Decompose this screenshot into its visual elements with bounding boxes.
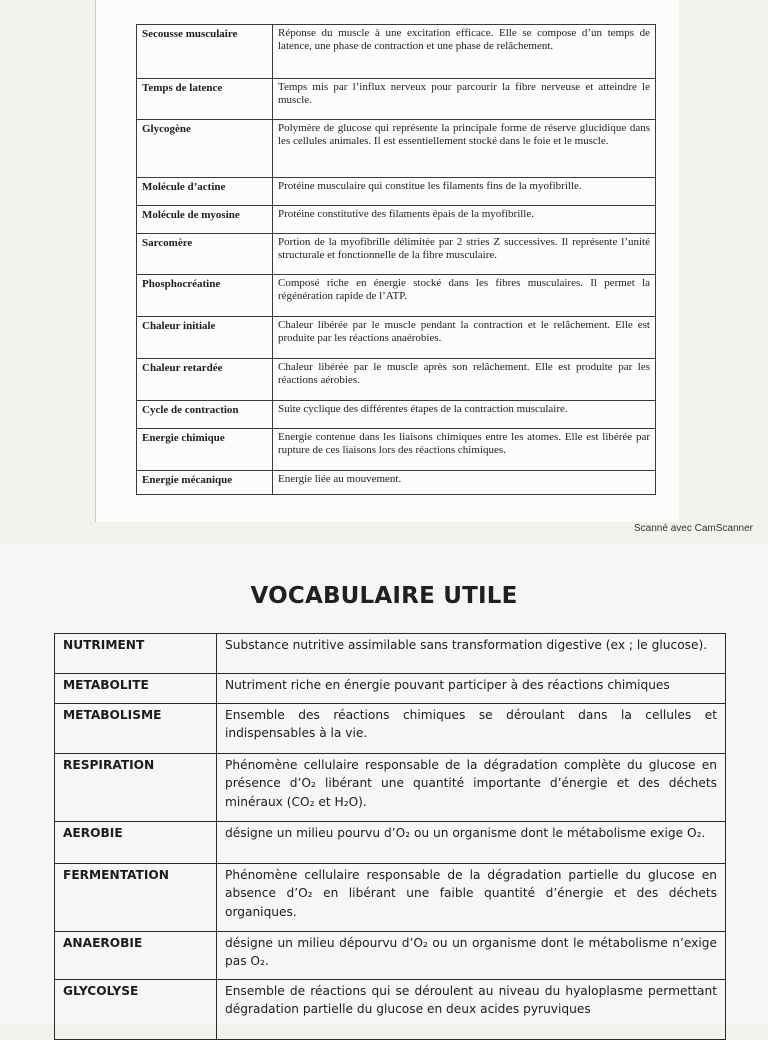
definition-cell: désigne un milieu dépourvu d’O₂ ou un organisme dont le métabolisme n’exige pas O₂. — [217, 932, 726, 980]
definition-cell: Protéine constitutive des filaments épais de la myofibrille. — [273, 206, 656, 234]
term-cell: Secousse musculaire — [137, 25, 273, 79]
table-row — [137, 401, 656, 429]
definition-cell: Substance nutritive assimilable sans transformation digestive (ex ; le glucose). — [217, 634, 726, 674]
definition-cell: Energie contenue dans les liaisons chimiques entre les atomes. Elle est libérée par rupture de ces liaisons lors des réactions chimiques. — [273, 429, 656, 471]
table-row — [55, 704, 726, 754]
term-cell: Chaleur initiale — [137, 317, 273, 359]
definition-cell: Chaleur libérée par le muscle pendant la contraction et le relâchement. Elle est produite par les réactions anaérobies. — [273, 317, 656, 359]
table-row — [55, 754, 726, 822]
definition-cell: Energie liée au mouvement. — [273, 471, 656, 495]
scanned-page-bottom — [0, 545, 768, 1024]
table-row — [55, 932, 726, 980]
term-cell: AEROBIE — [55, 822, 217, 864]
definition-cell: Polymère de glucose qui représente la principale forme de réserve glucidique dans les cellules animales. Il est essentiellement stocké dans le foie et le muscle. — [273, 120, 656, 178]
table-row — [55, 864, 726, 932]
vocabulary-table — [54, 633, 726, 1040]
table-row — [137, 206, 656, 234]
table-row — [137, 471, 656, 495]
term-cell: Energie mécanique — [137, 471, 273, 495]
definitions-table-top — [136, 24, 656, 495]
page-title: VOCABULAIRE UTILE — [250, 583, 518, 609]
scanned-page-top — [95, 0, 679, 522]
term-cell: NUTRIMENT — [55, 634, 217, 674]
definition-cell: Protéine musculaire qui constitue les filaments fins de la myofibrille. — [273, 178, 656, 206]
term-cell: Chaleur retardée — [137, 359, 273, 401]
definition-cell: Ensemble des réactions chimiques se déroulant dans la cellules et indispensables à la vie. — [217, 704, 726, 754]
definition-cell: Ensemble de réactions qui se déroulent au niveau du hyaloplasme permettant dégradation partielle du glucose en deux acides pyruviques — [217, 980, 726, 1040]
term-cell: GLYCOLYSE — [55, 980, 217, 1040]
definition-cell: Temps mis par l’influx nerveux pour parcourir la fibre nerveuse et atteindre le muscle. — [273, 79, 656, 120]
table-row — [137, 79, 656, 120]
definition-cell: Portion de la myofibrille délimitée par 2 stries Z successives. Il représente l’unité structurale et fonctionnelle de la fibre musculaire. — [273, 234, 656, 275]
table-row — [137, 178, 656, 206]
table-row — [55, 634, 726, 674]
table-row — [137, 359, 656, 401]
term-cell: METABOLISME — [55, 704, 217, 754]
table-row — [55, 674, 726, 704]
term-cell: Phosphocréatine — [137, 275, 273, 317]
table-row — [137, 120, 656, 178]
term-cell: Temps de latence — [137, 79, 273, 120]
table-row — [55, 980, 726, 1040]
term-cell: Sarcomère — [137, 234, 273, 275]
table-row — [55, 822, 726, 864]
term-cell: FERMENTATION — [55, 864, 217, 932]
term-cell: Energie chimique — [137, 429, 273, 471]
definition-cell: Phénomène cellulaire responsable de la dégradation complète du glucose en présence d’O₂ libérant une quantité importante d’énergie et des déchets minéraux (CO₂ et H₂O). — [217, 754, 726, 822]
table-row — [137, 275, 656, 317]
term-cell: Molécule d’actine — [137, 178, 273, 206]
definition-cell: Suite cyclique des différentes étapes de la contraction musculaire. — [273, 401, 656, 429]
term-cell: METABOLITE — [55, 674, 217, 704]
term-cell: Glycogène — [137, 120, 273, 178]
table-row — [137, 429, 656, 471]
term-cell: ANAEROBIE — [55, 932, 217, 980]
definition-cell: désigne un milieu pourvu d’O₂ ou un organisme dont le métabolisme exige O₂. — [217, 822, 726, 864]
definition-cell: Composé riche en énergie stocké dans les fibres musculaires. Il permet la régénération rapide de l’ATP. — [273, 275, 656, 317]
table-row — [137, 234, 656, 275]
table-row — [137, 25, 656, 79]
camscanner-watermark: Scanné avec CamScanner — [634, 523, 753, 534]
term-cell: Molécule de myosine — [137, 206, 273, 234]
definition-cell: Réponse du muscle à une excitation efficace. Elle se compose d’un temps de latence, une phase de contraction et une phase de relâchement. — [273, 25, 656, 79]
term-cell: Cycle de contraction — [137, 401, 273, 429]
table-row — [137, 317, 656, 359]
term-cell: RESPIRATION — [55, 754, 217, 822]
definition-cell: Phénomène cellulaire responsable de la dégradation partielle du glucose en absence d’O₂ en libérant une faible quantité d’énergie et des déchets organiques. — [217, 864, 726, 932]
definition-cell: Chaleur libérée par le muscle après son relâchement. Elle est produite par les réactions aérobies. — [273, 359, 656, 401]
definition-cell: Nutriment riche en énergie pouvant participer à des réactions chimiques — [217, 674, 726, 704]
